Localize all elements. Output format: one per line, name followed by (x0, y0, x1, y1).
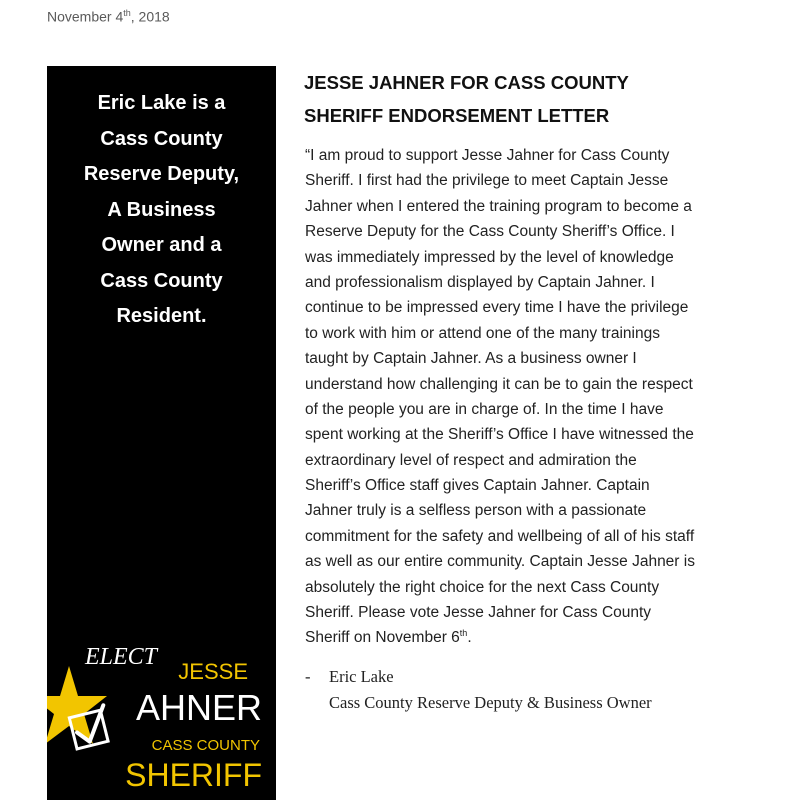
letter-line: Sheriff’s Office staff gives Captain Jahner. Captain (305, 477, 650, 495)
sidebar-line: Cass County (100, 127, 223, 150)
letter-line: as well as our entire community. Captain Jesse Jahner is (305, 553, 695, 571)
letter-line: and professionalism displayed by Captain Jahner. I (305, 273, 655, 291)
logo-county: CASS COUNTY (151, 737, 260, 754)
logo-first-name: JESSE (178, 659, 248, 684)
signature-dash: - (305, 667, 311, 686)
letter-line: was immediately impressed by the level of knowledge (305, 248, 674, 266)
sidebar-caption (47, 86, 276, 335)
letter-heading (304, 66, 774, 132)
letter-line: Jahner when I entered the training program to become a (305, 197, 692, 215)
sidebar-line: A Business (107, 198, 216, 221)
letter-line: Jahner truly is a selfless person with a passionate (305, 502, 647, 520)
sidebar-line: Cass County (100, 269, 223, 292)
sidebar-panel (47, 66, 276, 800)
date-text: November 4 (47, 8, 124, 25)
heading-line-1: JESSE JAHNER FOR CASS COUNTY (304, 72, 629, 93)
signature-name: Eric Lake (329, 667, 394, 686)
letter-line: extraordinary level of respect and admiration the (305, 451, 637, 469)
letter-line: of the people you are in charge of. In the time I have (305, 400, 664, 418)
letter-line: Reserve Deputy for the Cass County Sheriff’s Office. I (305, 223, 675, 241)
sidebar-line: Owner and a (101, 234, 222, 256)
signature-title: Cass County Reserve Deputy & Business Owner (329, 693, 652, 712)
last-line-ordinal: th (459, 628, 468, 639)
letter-line: commitment for the safety and wellbeing of all of his staff (305, 527, 695, 545)
letter-date (47, 8, 170, 25)
letter-last-line (305, 625, 775, 650)
date-year: , 2018 (130, 8, 170, 25)
logo-elect: ELECT (85, 644, 158, 670)
campaign-logo (47, 626, 276, 800)
letter-line: to work with him or attend one of the many trainings (305, 324, 660, 342)
letter-line: continue to be impressed every time I have the privilege (305, 299, 689, 317)
letter-line: taught by Captain Jahner. As a business owner I (305, 350, 637, 368)
signature-block (305, 664, 652, 716)
letter-line: Sheriff. Please vote Jesse Jahner for Cass County (305, 604, 652, 622)
sidebar-line: Resident. (116, 305, 207, 327)
last-line-end: . (467, 629, 472, 647)
letter-line: Sheriff. I first had the privilege to meet Captain Jesse (305, 172, 669, 190)
logo-last-name: AHNER (135, 687, 262, 728)
sidebar-line: Eric Lake is a (97, 92, 226, 114)
heading-line-2: SHERIFF ENDORSEMENT LETTER (304, 105, 610, 126)
letter-line: spent working at the Sheriff’s Office I have witnessed the (305, 426, 694, 444)
letter-line: absolutely the right choice for the next Cass County (305, 578, 660, 596)
logo-office: SHERIFF (125, 757, 262, 793)
letter-body (305, 143, 775, 651)
date-ordinal: th (123, 8, 131, 18)
sidebar-line: Reserve Deputy, (83, 163, 240, 185)
letter-line: “I am proud to support Jesse Jahner for Cass County (305, 147, 670, 164)
letter-line: understand how challenging it can be to gain the respect (305, 375, 693, 393)
last-line-text: Sheriff on November 6 (305, 629, 460, 647)
